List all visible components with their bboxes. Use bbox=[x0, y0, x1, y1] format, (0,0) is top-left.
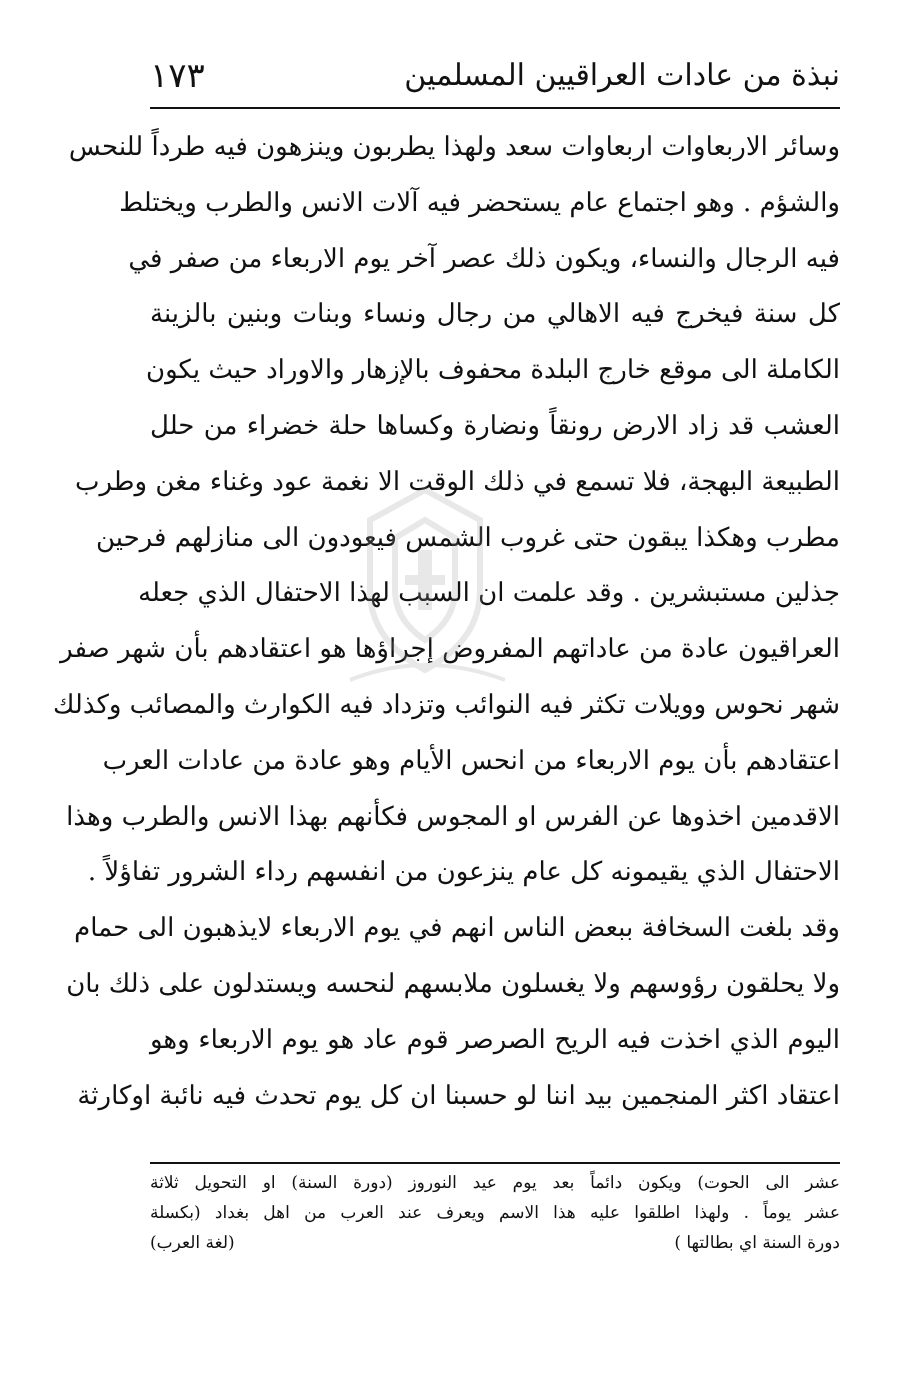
text-line: كل سنة فيخرج فيه الاهالي من رجال ونساء وبنات وبنين بالزينة bbox=[150, 299, 840, 330]
text-line: وسائر الاربعاوات اربعاوات سعد ولهذا يطربون وينزهون فيه طرداً للنحس bbox=[68, 132, 840, 162]
text-line: جذلين مستبشرين . وقد علمت ان السبب لهذا الاحتفال الذي جعله bbox=[138, 578, 840, 609]
text-line: اعتقادهم بأن يوم الاربعاء من انحس الأيام وهو عادة من عادات العرب bbox=[102, 745, 840, 776]
header-title: نبذة من عادات العراقيين المسلمين bbox=[404, 58, 840, 93]
text-line: العشب قد زاد الارض رونقاً ونضارة وكساها حلة خضراء من حلل bbox=[150, 410, 840, 441]
library-seal-icon bbox=[330, 480, 520, 700]
footnote-text: دورة السنة اي بطالتها ) bbox=[674, 1233, 840, 1253]
text-line: العراقيون عادة من عاداتهم المفروض إجراؤها هو اعتقادهم بأن شهر صفر bbox=[60, 634, 840, 665]
text-line: ولا يحلقون رؤوسهم ولا يغسلون ملابسهم لنحسه ويستدلون على ذلك بان bbox=[66, 968, 840, 999]
text-line: الاقدمين اخذوها عن الفرس او المجوس فكأنهم بهذا الانس والطرب وهذا bbox=[66, 801, 840, 832]
text-line: وقد بلغت السخافة ببعض الناس انهم في يوم الاربعاء لايذهبون الى حمام bbox=[74, 913, 840, 944]
running-header bbox=[150, 52, 840, 100]
page-number: ١٧٣ bbox=[150, 56, 205, 96]
text-line: الاحتفال الذي يقيمونه كل عام ينزعون من انفسهم رداء الشرور تفاؤلاً . bbox=[87, 857, 840, 888]
text-line: الكاملة الى موقع خارج البلدة محفوف بالإزهار والاوراد حيث يكون bbox=[146, 355, 840, 386]
footnote-rule bbox=[150, 1162, 840, 1164]
footnote-line: عشر الى الحوت) ويكون دائماً بعد يوم عيد النوروز (دورة السنة) او التحويل ثلاثة bbox=[150, 1173, 840, 1193]
footnote-source: (لغة العرب) bbox=[150, 1233, 235, 1253]
footnote-line bbox=[150, 1228, 840, 1258]
text-line: شهر نحوس وويلات تكثر فيه النوائب وتزداد فيه الكوارث والمصائب وكذلك bbox=[52, 689, 840, 720]
text-line: مطرب وهكذا يبقون حتى غروب الشمس فيعودون الى منازلهم فرحين bbox=[95, 522, 840, 553]
text-line: والشؤم . وهو اجتماع عام يستحضر فيه آلات الانس والطرب ويختلط bbox=[119, 187, 840, 218]
text-line: اليوم الذي اخذت فيه الريح الصرصر قوم عاد هو يوم الاربعاء وهو bbox=[150, 1024, 840, 1055]
text-line: اعتقاد اكثر المنجمين بيد اننا لو حسبنا ان كل يوم تحدث فيه نائبة اوكارثة bbox=[77, 1080, 840, 1111]
text-line: الطبيعة البهجة، فلا تسمع في ذلك الوقت الا نغمة عود وغناء مغن وطرب bbox=[74, 466, 840, 497]
text-line: فيه الرجال والنساء، ويكون ذلك عصر آخر يوم الاربعاء من صفر في bbox=[128, 243, 840, 274]
footnote-line: عشر يوماً . ولهذا اطلقوا عليه هذا الاسم ويعرف عند العرب من اهل بغداد (بكسلة bbox=[150, 1203, 840, 1223]
footnote bbox=[150, 1168, 840, 1258]
header-rule bbox=[150, 107, 840, 109]
